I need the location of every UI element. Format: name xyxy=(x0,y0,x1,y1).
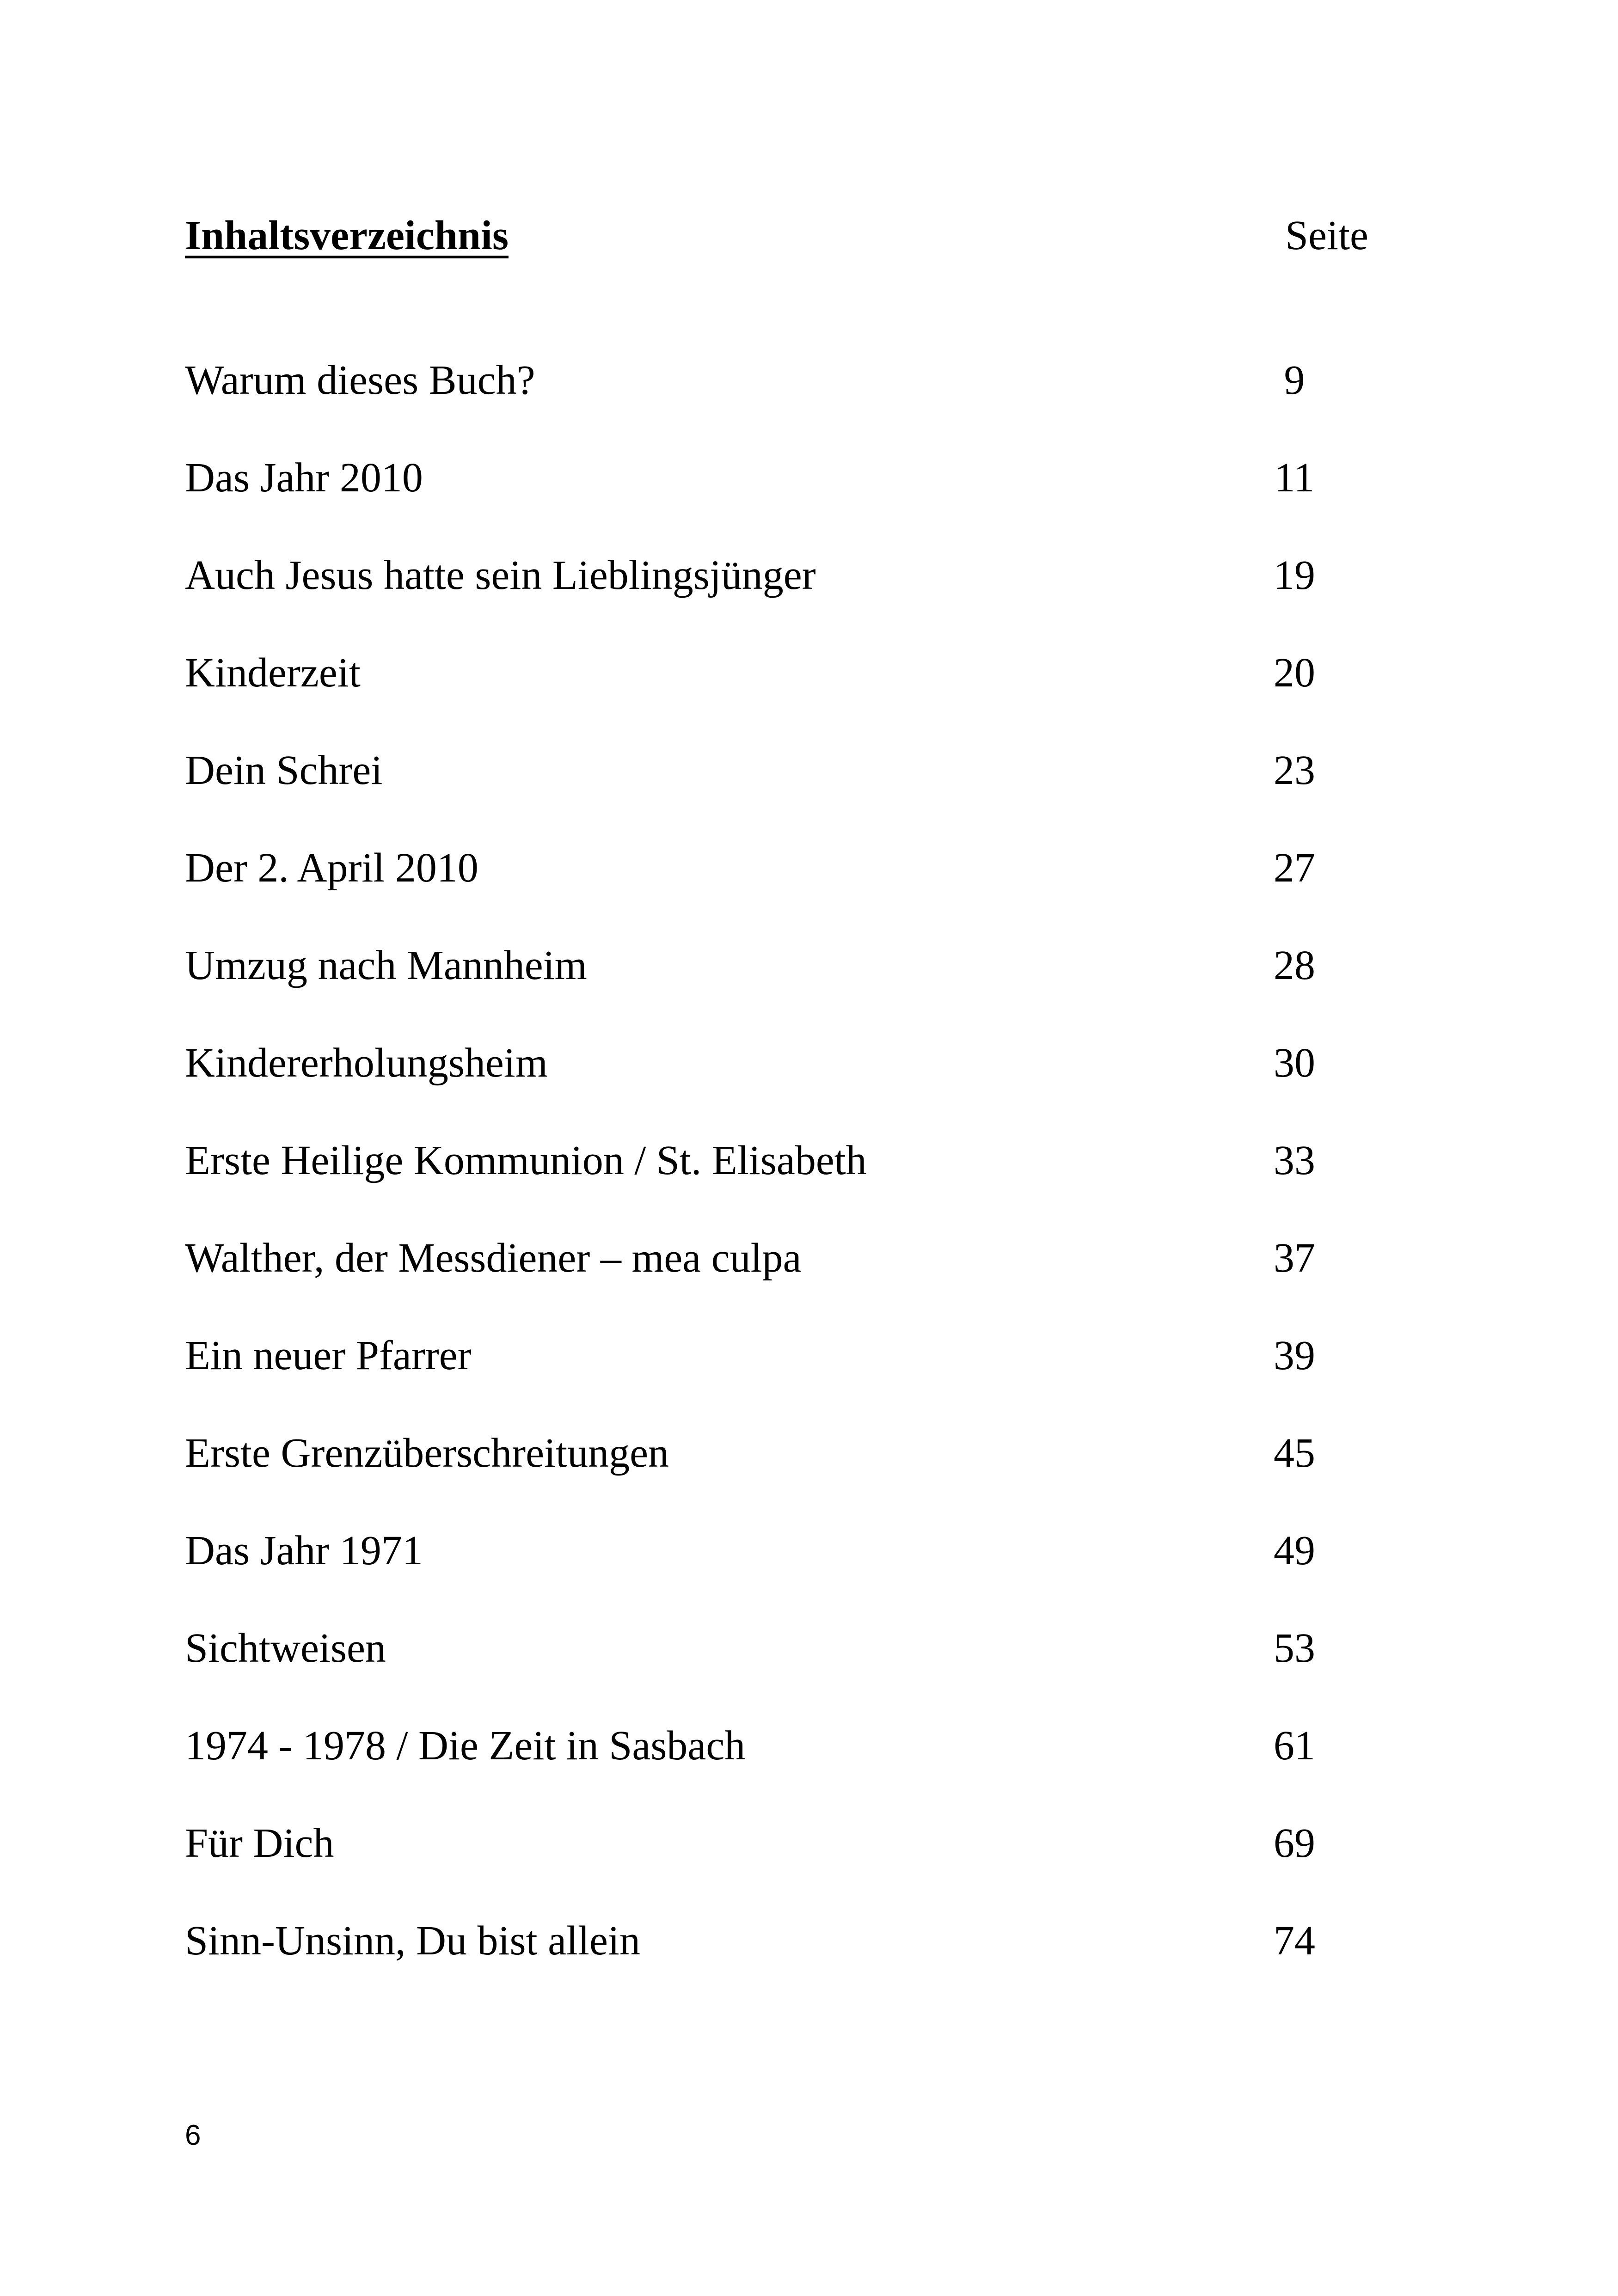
toc-header xyxy=(185,210,1368,261)
toc-entry-title: Ein neuer Pfarrer xyxy=(185,1333,472,1378)
toc-entry-page: 45 xyxy=(1274,1430,1315,1476)
toc-entry-page: 53 xyxy=(1274,1625,1315,1671)
toc-entry-title: Umzug nach Mannheim xyxy=(185,943,587,988)
toc-list xyxy=(185,355,1368,2013)
toc-entry-title: 1974 - 1978 / Die Zeit in Sasbach xyxy=(185,1723,746,1769)
toc-row xyxy=(185,745,1368,843)
toc-row xyxy=(185,355,1368,453)
toc-row xyxy=(185,1525,1368,1623)
toc-entry-page: 37 xyxy=(1274,1235,1315,1281)
toc-row xyxy=(185,550,1368,648)
toc-entry-page: 49 xyxy=(1274,1528,1315,1574)
toc-entry-page: 9 xyxy=(1284,357,1305,403)
toc-row xyxy=(185,1330,1368,1428)
toc-row xyxy=(185,1038,1368,1135)
toc-row xyxy=(185,843,1368,940)
toc-entry-title: Erste Heilige Kommunion / St. Elisabeth xyxy=(185,1138,867,1183)
toc-entry-page: 30 xyxy=(1274,1040,1315,1086)
toc-entry-page: 19 xyxy=(1274,552,1315,598)
toc-row xyxy=(185,1916,1368,2013)
toc-row xyxy=(185,1720,1368,1818)
toc-title: Inhaltsverzeichnis xyxy=(185,213,509,258)
toc-entry-title: Für Dich xyxy=(185,1820,334,1866)
toc-entry-page: 23 xyxy=(1274,747,1315,793)
toc-entry-title: Kindererholungsheim xyxy=(185,1040,548,1086)
page-column-label: Seite xyxy=(1285,213,1368,258)
toc-entry-page: 74 xyxy=(1274,1918,1315,1964)
toc-row xyxy=(185,1623,1368,1720)
toc-row xyxy=(185,1818,1368,1916)
toc-entry-title: Auch Jesus hatte sein Lieblingsjünger xyxy=(185,552,816,598)
toc-entry-page: 27 xyxy=(1274,845,1315,891)
toc-entry-page: 39 xyxy=(1274,1333,1315,1378)
toc-entry-title: Dein Schrei xyxy=(185,747,383,793)
toc-row xyxy=(185,1428,1368,1525)
toc-row xyxy=(185,648,1368,745)
toc-entry-page: 20 xyxy=(1274,650,1315,696)
toc-entry-title: Sichtweisen xyxy=(185,1625,386,1671)
toc-entry-page: 69 xyxy=(1274,1820,1315,1866)
toc-entry-page: 33 xyxy=(1274,1138,1315,1183)
toc-entry-title: Warum dieses Buch? xyxy=(185,357,535,403)
toc-row xyxy=(185,453,1368,550)
toc-row xyxy=(185,1233,1368,1330)
toc-entry-title: Das Jahr 2010 xyxy=(185,455,423,501)
toc-entry-title: Der 2. April 2010 xyxy=(185,845,478,891)
page-number: 6 xyxy=(185,2119,201,2151)
toc-entry-page: 28 xyxy=(1274,943,1315,988)
toc-entry-title: Das Jahr 1971 xyxy=(185,1528,423,1574)
toc-row xyxy=(185,1135,1368,1233)
toc-entry-title: Sinn-Unsinn, Du bist allein xyxy=(185,1918,640,1964)
toc-entry-page: 61 xyxy=(1274,1723,1315,1769)
toc-entry-title: Kinderzeit xyxy=(185,650,361,696)
toc-row xyxy=(185,940,1368,1038)
toc-entry-page: 11 xyxy=(1274,455,1315,501)
toc-entry-title: Walther, der Messdiener – mea culpa xyxy=(185,1235,802,1281)
toc-entry-title: Erste Grenzüberschreitungen xyxy=(185,1430,669,1476)
